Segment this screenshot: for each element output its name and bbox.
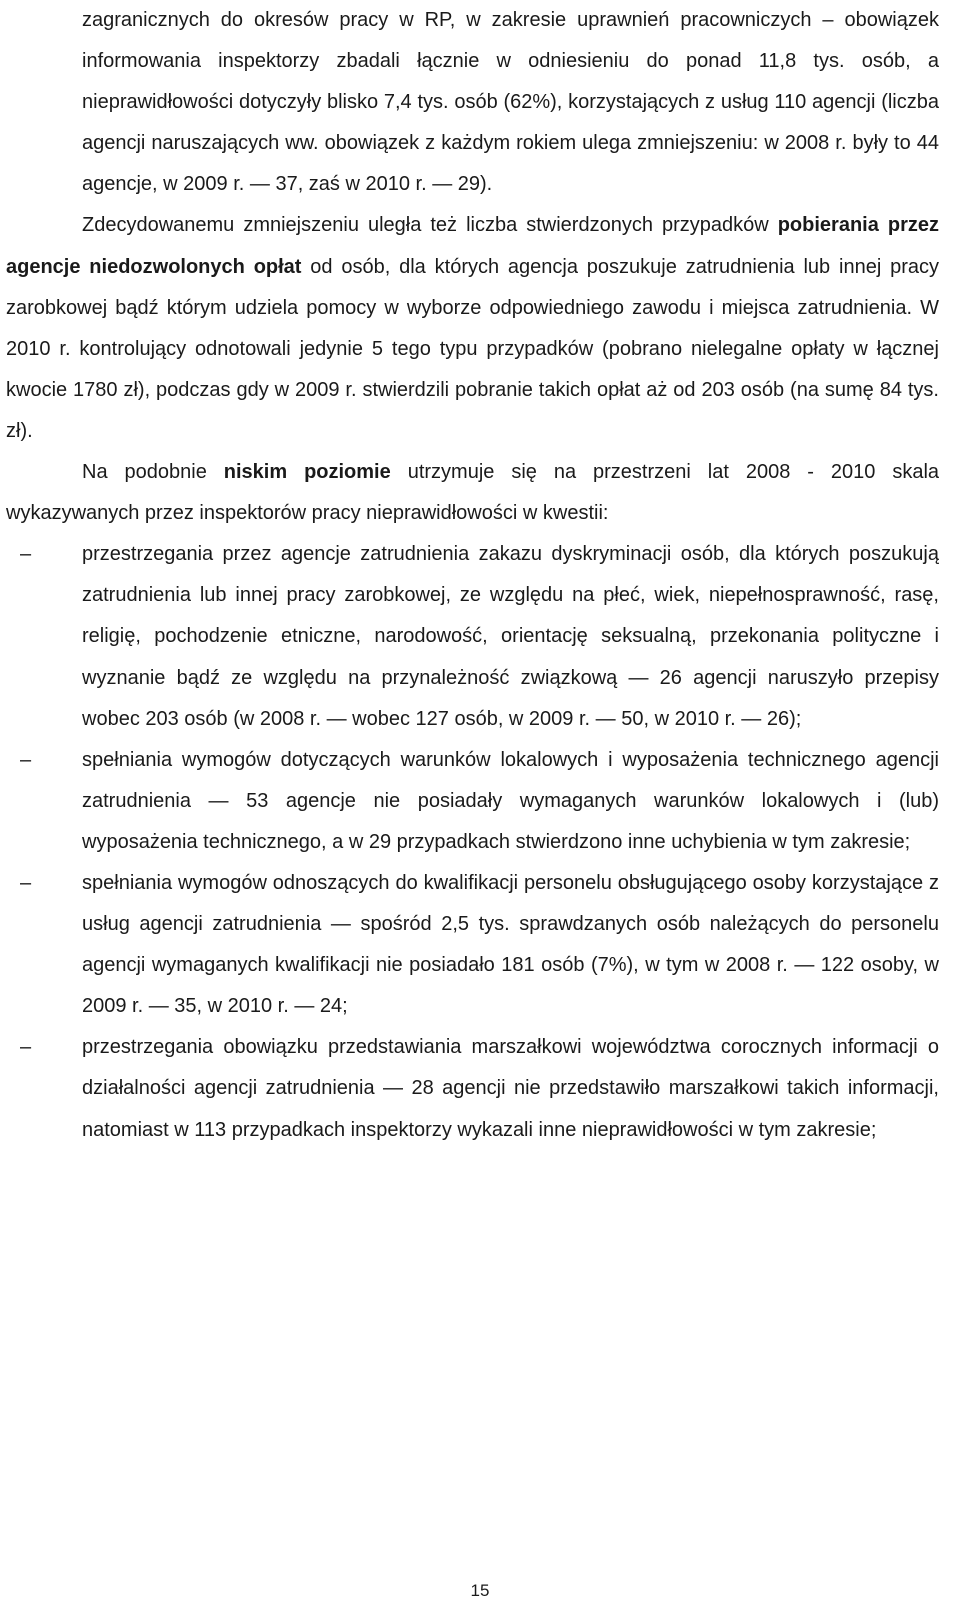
bold-phrase: niskim poziomie: [223, 461, 391, 484]
list-item: [6, 1027, 939, 1150]
list-item-text: przestrzegania obowiązku przedstawiania marszałkowi województwa corocznych informacji o działalności agencji zatrudnienia — 28 agencji nie przedstawiło marszałkowi takich informacji, natomiast w 113 przypadkach inspektorzy wykazali inne nieprawidłowości w tym zakresie;: [82, 1036, 939, 1141]
irregularities-list: [6, 534, 939, 1150]
dash-bullet: –: [20, 1036, 32, 1059]
paragraph-continuation: [6, 0, 939, 205]
paragraph-text: od osób, dla których agencja poszukuje zatrudnienia lub innej pracy zarobkowej bądź którym udziela pomocy w wyborze odpowiedniego zawodu i miejsca zatrudnienia. W 2010 r. kontrolujący odnotowali jedynie 5 tego typu przypadków (pobrano nielegalne opłaty w łącznej kwocie 1780 zł), podczas gdy w 2009 r. stwierdzili pobranie takich opłat aż od 203 osób (na sumę 84 tys. zł).: [6, 255, 939, 442]
list-item-text: przestrzegania przez agencje zatrudnienia zakazu dyskryminacji osób, dla których poszukują zatrudnienia lub innej pracy zarobkowej, ze względu na płeć, wiek, niepełnosprawność, rasę, religię, pochodzenie etniczne, narodowość, orientację seksualną, przekonania polityczne i wyznanie bądź ze względu na przynależność związkową — 26 agencji naruszyło przepisy wobec 203 osób (w 2008 r. — wobec 127 osób, w 2009 r. — 50, w 2010 r. — 26);: [82, 543, 939, 730]
paragraph-text: utrzymuje się na przestrzeni lat 2008 - 2010 skala wykazywanych przez inspektorów pracy nieprawidłowości w kwestii:: [6, 461, 940, 525]
list-item-text: spełniania wymogów odnoszących do kwalifikacji personelu obsługującego osoby korzystające z usług agencji zatrudnienia — spośród 2,5 tys. sprawdzanych osób należących do personelu agencji wymaganych kwalifikacji nie posiadało 181 osób (7%), w tym w 2008 r. — 122 osoby, w 2009 r. — 35, w 2010 r. — 24;: [82, 871, 939, 1018]
paragraph-text: Zdecydowanemu zmniejszeniu uległa też liczba stwierdzonych przypadków: [82, 214, 778, 237]
paragraph-text: zagranicznych do okresów pracy w RP, w zakresie uprawnień pracowniczych – obowiązek informowania inspektorzy zbadali łącznie w odniesieniu do ponad 11,8 tys. osób, a nieprawidłowości dotyczyły blisko 7,4 tys. osób (62%), korzystających z usług 110 agencji (liczba agencji naruszających ww. obowiązek z każdym rokiem ulega zmniejszeniu: w 2008 r. były to 44 agencje, w 2009 r. — 37, zaś w 2010 r. — 29).: [82, 9, 939, 196]
dash-bullet: –: [20, 543, 32, 566]
paragraph-text: Na podobnie: [82, 461, 224, 484]
dash-bullet: –: [20, 871, 32, 894]
paragraph-illegal-fees: [6, 205, 939, 452]
list-item: [6, 740, 939, 863]
list-item: [6, 534, 939, 739]
page-number: 15: [470, 1581, 490, 1600]
bold-phrase: pobierania przez agencje niedozwolonych opłat: [6, 214, 939, 278]
paragraph-low-level: [6, 452, 939, 534]
list-item-text: spełniania wymogów dotyczących warunków lokalowych i wyposażenia technicznego agencji zatrudnienia — 53 agencje nie posiadały wymaganych warunków lokalowych i (lub) wyposażenia technicznego, a w 29 przypadkach stwierdzono inne uchybienia w tym zakresie;: [82, 748, 939, 853]
list-item: [6, 863, 939, 1027]
document-page: [6, 0, 939, 1151]
dash-bullet: –: [20, 748, 32, 771]
